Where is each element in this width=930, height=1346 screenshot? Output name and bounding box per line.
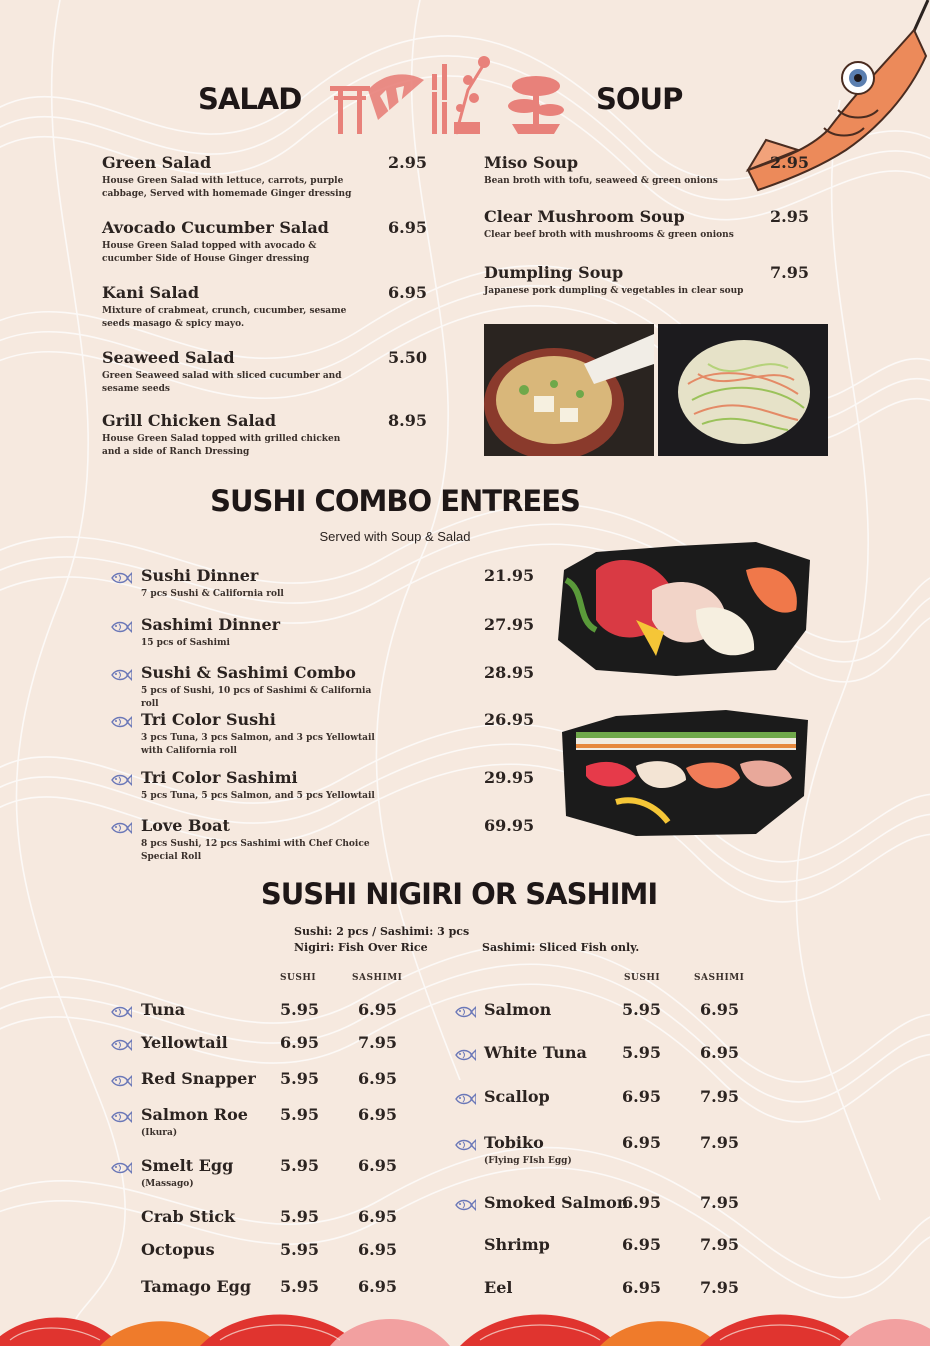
soup-item-description: Bean broth with tofu, seaweed & green onions <box>484 176 718 186</box>
soup-item-description: Japanese pork dumpling & vegetables in clear soup <box>484 286 744 296</box>
salad-item-description: Mixture of crabmeat, crunch, cucumber, sesame seeds masago & spicy mayo. <box>102 306 347 329</box>
combo-item-price: 27.95 <box>484 615 535 634</box>
salad-item-price: 2.95 <box>388 153 427 172</box>
combo-subtitle: Served with Soup & Salad <box>319 529 471 544</box>
nigiri-sushi-price: 6.95 <box>622 1193 661 1212</box>
nigiri-item-name: Tobiko <box>484 1133 544 1152</box>
sushi-rolls-photo <box>556 706 818 840</box>
salad-item-description: House Green Salad topped with grilled chicken and a side of Ranch Dressing <box>102 434 341 457</box>
nigiri-sashimi-price: 6.95 <box>358 1156 397 1175</box>
nigiri-item-note: (Ikura) <box>141 1128 178 1138</box>
nigiri-item-name: Yellowtail <box>141 1033 228 1052</box>
salad-item-name: Seaweed Salad <box>102 348 235 367</box>
salad-item-name: Green Salad <box>102 153 212 172</box>
combo-item-name: Sushi Dinner <box>141 566 259 585</box>
nigiri-sashimi-price: 6.95 <box>358 1240 397 1259</box>
torii-gate-icon <box>330 86 370 134</box>
right-col-head-sushi: SUSHI <box>624 973 661 983</box>
folding-fan-icon <box>368 74 424 120</box>
nigiri-item-name: Tuna <box>141 1000 186 1019</box>
nigiri-item-note: (Massago) <box>141 1179 194 1189</box>
bonsai-tree-icon <box>508 76 564 134</box>
combo-item-description: 7 pcs Sushi & California roll <box>141 589 284 599</box>
nigiri-sushi-price: 5.95 <box>280 1240 319 1259</box>
nigiri-sashimi-price: 7.95 <box>700 1278 739 1297</box>
soup-item-name: Dumpling Soup <box>484 263 624 282</box>
combo-item-description: 8 pcs Sushi, 12 pcs Sashimi with Chef Choice Special Roll <box>141 839 370 862</box>
combo-item-name: Sushi & Sashimi Combo <box>141 663 356 682</box>
soup-item-name: Clear Mushroom Soup <box>484 207 685 226</box>
nigiri-sashimi-price: 6.95 <box>700 1000 739 1019</box>
nigiri-sushi-price: 5.95 <box>280 1069 319 1088</box>
nigiri-sushi-price: 5.95 <box>280 1105 319 1124</box>
nigiri-sashimi-price: 7.95 <box>700 1133 739 1152</box>
left-col-head-sashimi: SASHIMI <box>352 973 403 983</box>
fish-bullet-icon <box>454 1137 476 1151</box>
salad-item-price: 6.95 <box>388 283 427 302</box>
salad-item-name: Grill Chicken Salad <box>102 411 277 430</box>
salad-item-name: Avocado Cucumber Salad <box>102 218 329 237</box>
nigiri-sashimi-price: 6.95 <box>358 1277 397 1296</box>
salad-item-name: Kani Salad <box>102 283 200 302</box>
nigiri-sushi-price: 5.95 <box>280 1207 319 1226</box>
combo-item-price: 28.95 <box>484 663 535 682</box>
fish-bullet-icon <box>454 1004 476 1018</box>
nigiri-item-name: Eel <box>484 1278 513 1297</box>
fish-bullet-icon <box>110 667 132 681</box>
bottom-wave-decoration <box>0 1300 930 1346</box>
nigiri-sashimi-price: 7.95 <box>700 1235 739 1254</box>
combo-item-name: Tri Color Sushi <box>141 710 276 729</box>
nigiri-item-note: (Flying FIsh Egg) <box>484 1156 572 1166</box>
cherry-blossom-icon <box>454 56 490 134</box>
soup-heading: SOUP <box>596 82 683 116</box>
bamboo-icon <box>430 64 449 134</box>
nigiri-item-name: Red Snapper <box>141 1069 256 1088</box>
fish-bullet-icon <box>454 1197 476 1211</box>
combo-item-name: Sashimi Dinner <box>141 615 281 634</box>
nigiri-sushi-price: 6.95 <box>622 1278 661 1297</box>
nigiri-sashimi-price: 7.95 <box>700 1087 739 1106</box>
salad-item-description: Green Seaweed salad with sliced cucumber and sesame seeds <box>102 371 342 394</box>
nigiri-sashimi-price: 6.95 <box>700 1043 739 1062</box>
soup-item-description: Clear beef broth with mushrooms & green onions <box>484 230 734 240</box>
nigiri-item-name: Smoked Salmon <box>484 1193 629 1212</box>
salad-item-description: House Green Salad topped with avocado & cucumber Side of House Ginger dressing <box>102 241 317 264</box>
nigiri-sushi-price: 6.95 <box>280 1033 319 1052</box>
sushi-nigiri-heading: SUSHI NIGIRI OR SASHIMI <box>260 877 658 911</box>
fish-bullet-icon <box>454 1047 476 1061</box>
sashimi-platter-photo <box>556 540 818 680</box>
koi-fish-kite-icon <box>738 0 930 200</box>
right-col-head-sashimi: SASHIMI <box>694 973 745 983</box>
combo-item-price: 26.95 <box>484 710 535 729</box>
soup-item-price: 2.95 <box>770 207 809 226</box>
nigiri-sushi-price: 6.95 <box>622 1133 661 1152</box>
fish-bullet-icon <box>110 1073 132 1087</box>
nigiri-sushi-price: 5.95 <box>280 1000 319 1019</box>
nigiri-sushi-price: 5.95 <box>622 1043 661 1062</box>
fish-bullet-icon <box>110 1004 132 1018</box>
sushi-combo-heading: SUSHI COMBO ENTREES <box>210 484 580 518</box>
fish-bullet-icon <box>110 714 132 728</box>
miso-soup-photo <box>484 324 654 456</box>
fish-bullet-icon <box>454 1091 476 1105</box>
nigiri-sashimi-price: 7.95 <box>700 1193 739 1212</box>
nigiri-sushi-price: 5.95 <box>280 1277 319 1296</box>
fish-bullet-icon <box>110 1109 132 1123</box>
soup-item-price: 2.95 <box>770 153 809 172</box>
nigiri-sashimi-price: 6.95 <box>358 1105 397 1124</box>
combo-item-description: 15 pcs of Sashimi <box>141 638 230 648</box>
salad-heading: SALAD <box>198 82 302 116</box>
kani-salad-photo <box>658 324 828 456</box>
combo-item-description: 3 pcs Tuna, 3 pcs Salmon, and 3 pcs Yellowtail with California roll <box>141 733 375 756</box>
nigiri-item-name: Scallop <box>484 1087 550 1106</box>
nigiri-sushi-price: 5.95 <box>280 1156 319 1175</box>
fish-bullet-icon <box>110 772 132 786</box>
combo-item-name: Love Boat <box>141 816 230 835</box>
nigiri-item-name: Shrimp <box>484 1235 550 1254</box>
nigiri-sushi-price: 6.95 <box>622 1087 661 1106</box>
fish-bullet-icon <box>110 619 132 633</box>
combo-item-name: Tri Color Sashimi <box>141 768 298 787</box>
combo-item-description: 5 pcs Tuna, 5 pcs Salmon, and 5 pcs Yellowtail <box>141 791 375 801</box>
nigiri-item-name: Salmon Roe <box>141 1105 248 1124</box>
nigiri-item-name: Crab Stick <box>141 1207 236 1226</box>
nigiri-item-name: Tamago Egg <box>141 1277 252 1296</box>
fish-bullet-icon <box>110 570 132 584</box>
nigiri-info-pieces: Sushi: 2 pcs / Sashimi: 3 pcs <box>294 925 470 938</box>
salad-item-price: 8.95 <box>388 411 427 430</box>
nigiri-info-definition: Nigiri: Fish Over Rice <box>294 941 428 954</box>
combo-item-price: 29.95 <box>484 768 535 787</box>
fish-bullet-icon <box>110 820 132 834</box>
nigiri-sashimi-price: 6.95 <box>358 1069 397 1088</box>
nigiri-sushi-price: 5.95 <box>622 1000 661 1019</box>
japanese-decoration-icons <box>328 50 566 136</box>
salad-item-price: 6.95 <box>388 218 427 237</box>
nigiri-item-name: Salmon <box>484 1000 552 1019</box>
left-col-head-sushi: SUSHI <box>280 973 317 983</box>
salad-item-price: 5.50 <box>388 348 427 367</box>
fish-bullet-icon <box>110 1037 132 1051</box>
nigiri-item-name: Smelt Egg <box>141 1156 234 1175</box>
nigiri-sushi-price: 6.95 <box>622 1235 661 1254</box>
nigiri-sashimi-price: 6.95 <box>358 1207 397 1226</box>
combo-item-price: 69.95 <box>484 816 535 835</box>
nigiri-item-name: White Tuna <box>484 1043 587 1062</box>
sashimi-info-definition: Sashimi: Sliced Fish only. <box>482 941 640 954</box>
soup-item-name: Miso Soup <box>484 153 579 172</box>
combo-item-price: 21.95 <box>484 566 535 585</box>
nigiri-sashimi-price: 6.95 <box>358 1000 397 1019</box>
soup-item-price: 7.95 <box>770 263 809 282</box>
combo-item-description: 5 pcs of Sushi, 10 pcs of Sashimi & California roll <box>141 686 372 709</box>
salad-item-description: House Green Salad with lettuce, carrots, purple cabbage, Served with homemade Ginger dressing <box>102 176 352 199</box>
fish-bullet-icon <box>110 1160 132 1174</box>
nigiri-item-name: Octopus <box>141 1240 215 1259</box>
nigiri-sashimi-price: 7.95 <box>358 1033 397 1052</box>
